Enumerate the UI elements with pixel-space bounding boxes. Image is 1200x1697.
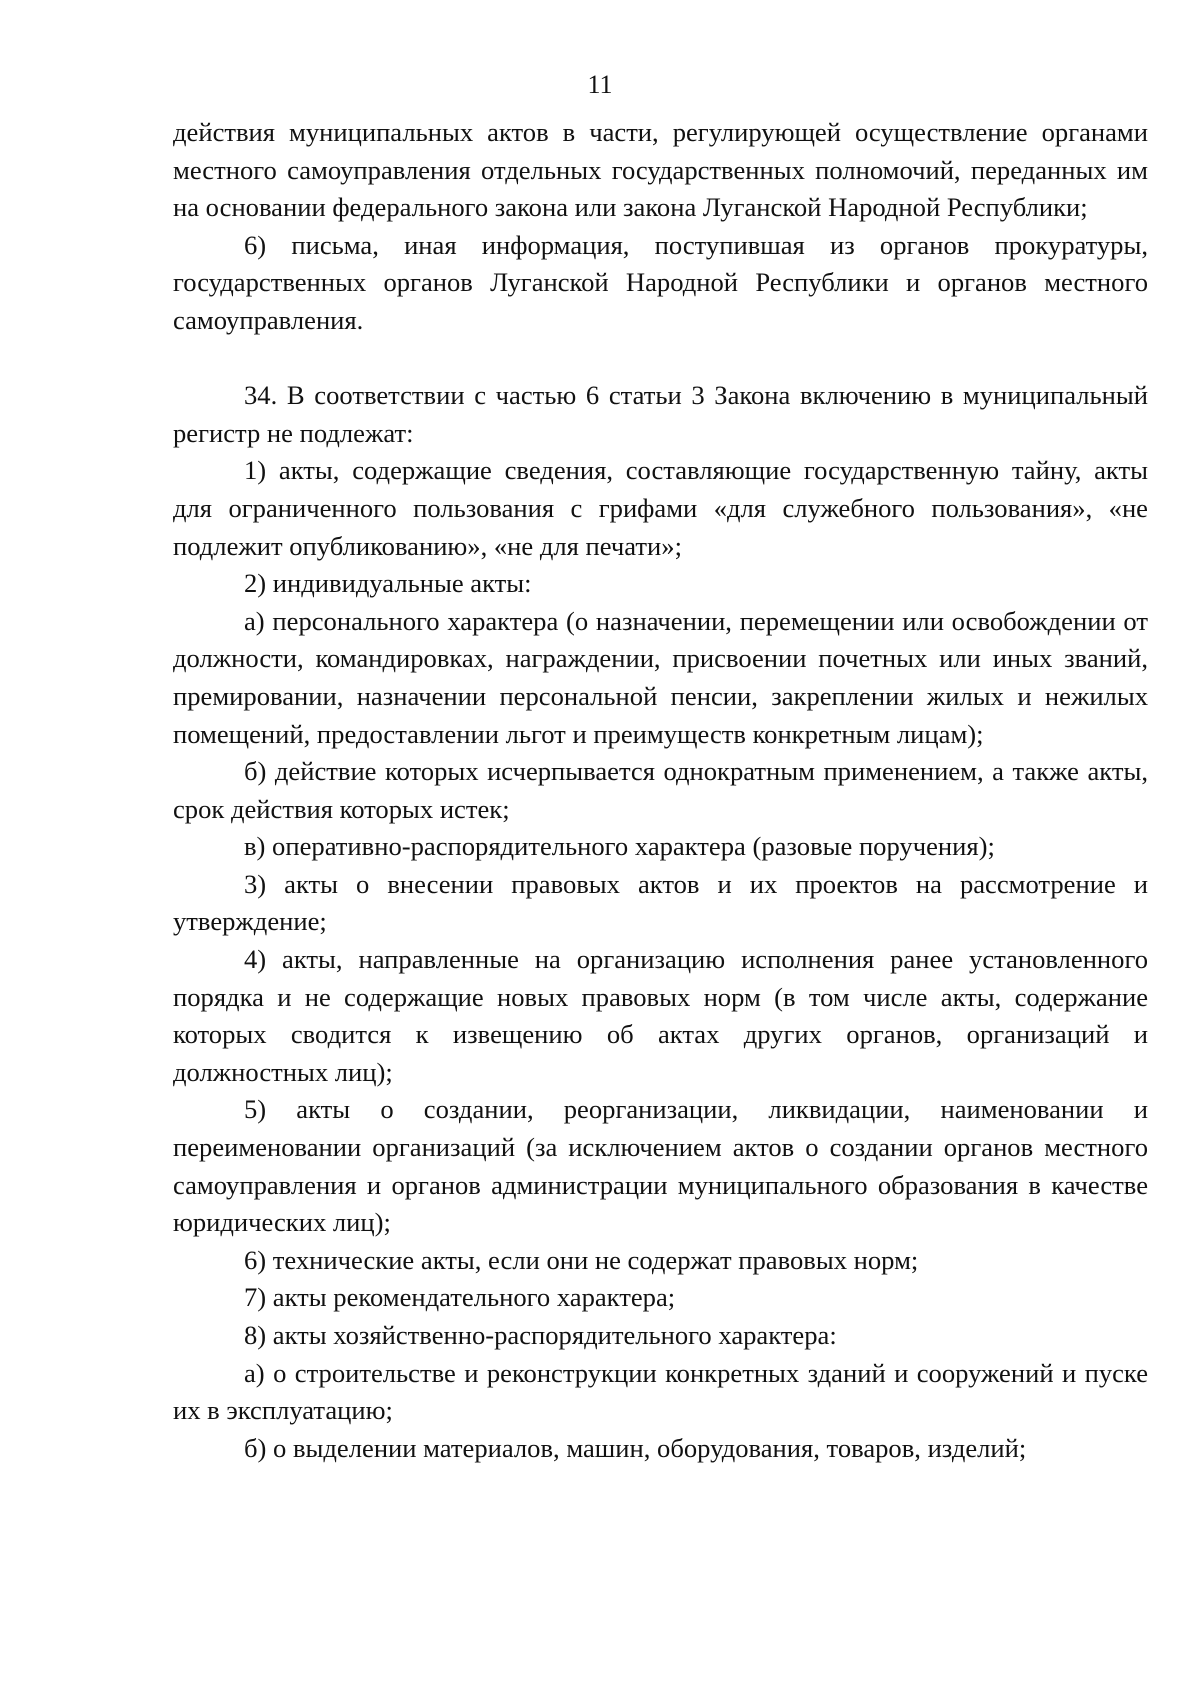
paragraph: б) о выделении материалов, машин, оборудования, товаров, изделий;	[244, 1432, 1027, 1463]
paragraph: а) о строительстве и реконструкции конкретных зданий и сооружений и пуске их в эксплуатацию;	[173, 1357, 1148, 1426]
paragraph: б) действие которых исчерпывается однократным применением, а также акты, срок действия которых истек;	[173, 756, 1148, 824]
paragraph: а) персонального характера (о назначении, перемещении или освобождении от должности, командировках, награждении, присвоении почетных или иных званий, премировании, назначении персональной пенсии, закреплении жилых и нежилых помещений, предоставлении льгот и преимуществ конкретным лицам);	[173, 605, 1148, 749]
paragraph: 6) письма, иная информация, поступившая из органов прокуратуры, государственных органов Луганской Народной Республики и органов местного самоуправления.	[173, 229, 1148, 335]
document-body	[173, 114, 1148, 1467]
paragraph: 6) технические акты, если они не содержат правовых норм;	[244, 1244, 919, 1275]
paragraph: 2) индивидуальные акты:	[244, 568, 532, 599]
paragraph: 7) акты рекомендательного характера;	[244, 1282, 676, 1313]
paragraph: 4) акты, направленные на организацию исполнения ранее установленного порядка и не содержащие новых правовых норм (в том числе акты, содержание которых сводится к извещению об актах других органов, организаций и должностных лиц);	[173, 944, 1148, 1087]
paragraph: действия муниципальных актов в части, регулирующей осуществление органами местного самоуправления отдельных государственных полномочий, переданных им на основании федерального закона или закона Луганской Народной Республики;	[173, 117, 1148, 223]
paragraph: 5) акты о создании, реорганизации, ликвидации, наименовании и переименовании организаций (за исключением актов о создании органов местного самоуправления и органов администрации муниципального образования в качестве юридических лиц);	[173, 1094, 1148, 1238]
paragraph: 3) акты о внесении правовых актов и их проектов на рассмотрение и утверждение;	[173, 868, 1148, 937]
section-34-heading: 34. В соответствии с частью 6 статьи 3 Закона включению в муниципальный регистр не подлежат:	[173, 380, 1148, 448]
page-number: 11	[587, 70, 613, 99]
paragraph: 1) акты, содержащие сведения, составляющие государственную тайну, акты для ограниченного пользования с грифами «для служебного пользования», «не подлежит опубликованию», «не для печати»;	[173, 455, 1148, 561]
paragraph: в) оперативно-распорядительного характера (разовые поручения);	[244, 831, 995, 862]
paragraph: 8) акты хозяйственно-распорядительного характера:	[244, 1320, 837, 1350]
